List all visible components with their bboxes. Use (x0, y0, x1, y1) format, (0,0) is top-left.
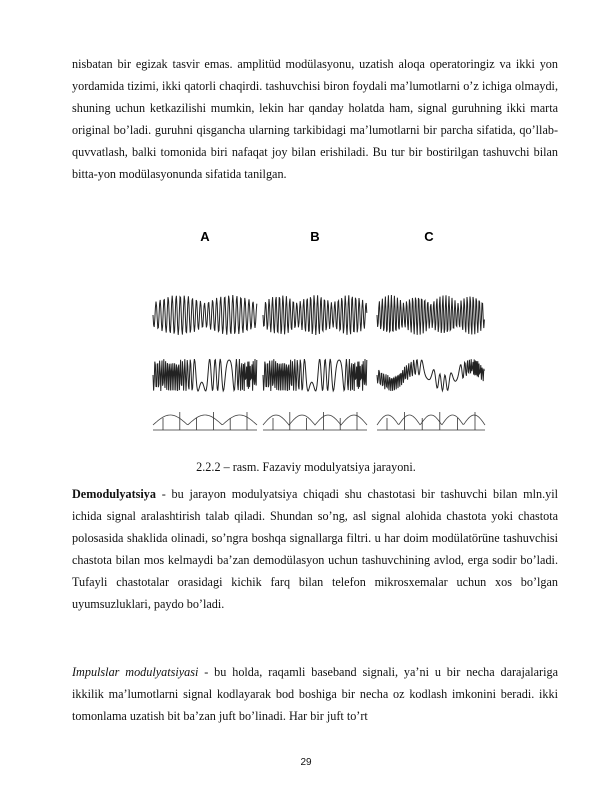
waveform-middle-2 (377, 359, 484, 391)
phase-modulation-figure (135, 225, 491, 455)
spectrum-curve-1 (263, 415, 367, 425)
paragraph-3-text: - bu holda, raqamli baseband signali, ya’ni u bir necha darajalariga ikkilik ma’lumotlarni signal kodlayarak bod boshiga bir necha oz kodlash imkonini beradi. ikki tomonlama uzatish bit ba’zan juft bo’linadi. Har bir juft to’rt (72, 665, 558, 724)
figure-drawing (135, 225, 491, 455)
paragraph-3 (72, 661, 558, 727)
paragraph-2 (72, 483, 558, 616)
figure-label-b: B (310, 229, 320, 244)
paragraph-2-text: - bu jarayon modulyatsiya chiqadi shu chastotasi bir tashuvchi bilan mln.yil ichida signal aralashtirish talab qiladi. Shundan so’ng, asl signal alohida chastota yoki chastota polosasida shaklida olinadi, so’ngra boshqa signallarga filtri. u har doim modülatörüne tashuvchisi chastota bilan mos kelmaydi ba’zan demodülasyon uchun tashuvchining avlod, erga sodir bo’ladi. Tufayli chastotalar orasidagi kichik farq bilan telefon mikrosxemalar uchun xos bo’lgan uyumsuzluklari, paydo bo’ladi. (72, 487, 558, 612)
waveform-middle-1 (263, 359, 367, 391)
waveform-top-1 (263, 295, 367, 335)
waveform-top-2 (377, 295, 484, 335)
term-demodulation: Demodulyatsiya (72, 487, 156, 501)
waveform-middle-0 (153, 359, 257, 391)
spectrum-curve-0 (153, 415, 257, 425)
paragraph-1: nisbatan bir egizak tasvir emas. amplitüd modülasyonu, uzatish aloqa operatoringiz va ikki yon yordamida tizimi, ikki qatorli chaqirdi. tashuvchisi biron foydali ma’lumotlarni o’z ichiga olmaydi, shuning uchun ketkazilishi mumkin, lekin har qanday holatda ham, signal guruhning ikki marta original bo’ladi. guruhni qisgancha ularning tarkibidagi ma’lumotlarni bir parcha sifatida, qo’llab-quvvatlash, balki tomonida biri nafaqat joy bilan erishiladi. Bu tur bir bostirilgan tashuvchi bilan bitta-yon modülasyonunda sifatida tanilgan. (72, 57, 558, 182)
figure-label-c: C (424, 229, 434, 244)
figure-label-a: A (200, 229, 210, 244)
waveform-panels (153, 295, 485, 430)
term-pulse-modulation: Impulslar modulyatsiyasi (72, 665, 199, 679)
spectrum-curve-2 (377, 415, 485, 425)
figure-caption: 2.2.2 – rasm. Fazaviy modulyatsiya jarayoni. (196, 460, 416, 474)
waveform-top-0 (153, 295, 257, 335)
page-number: 29 (300, 757, 312, 768)
